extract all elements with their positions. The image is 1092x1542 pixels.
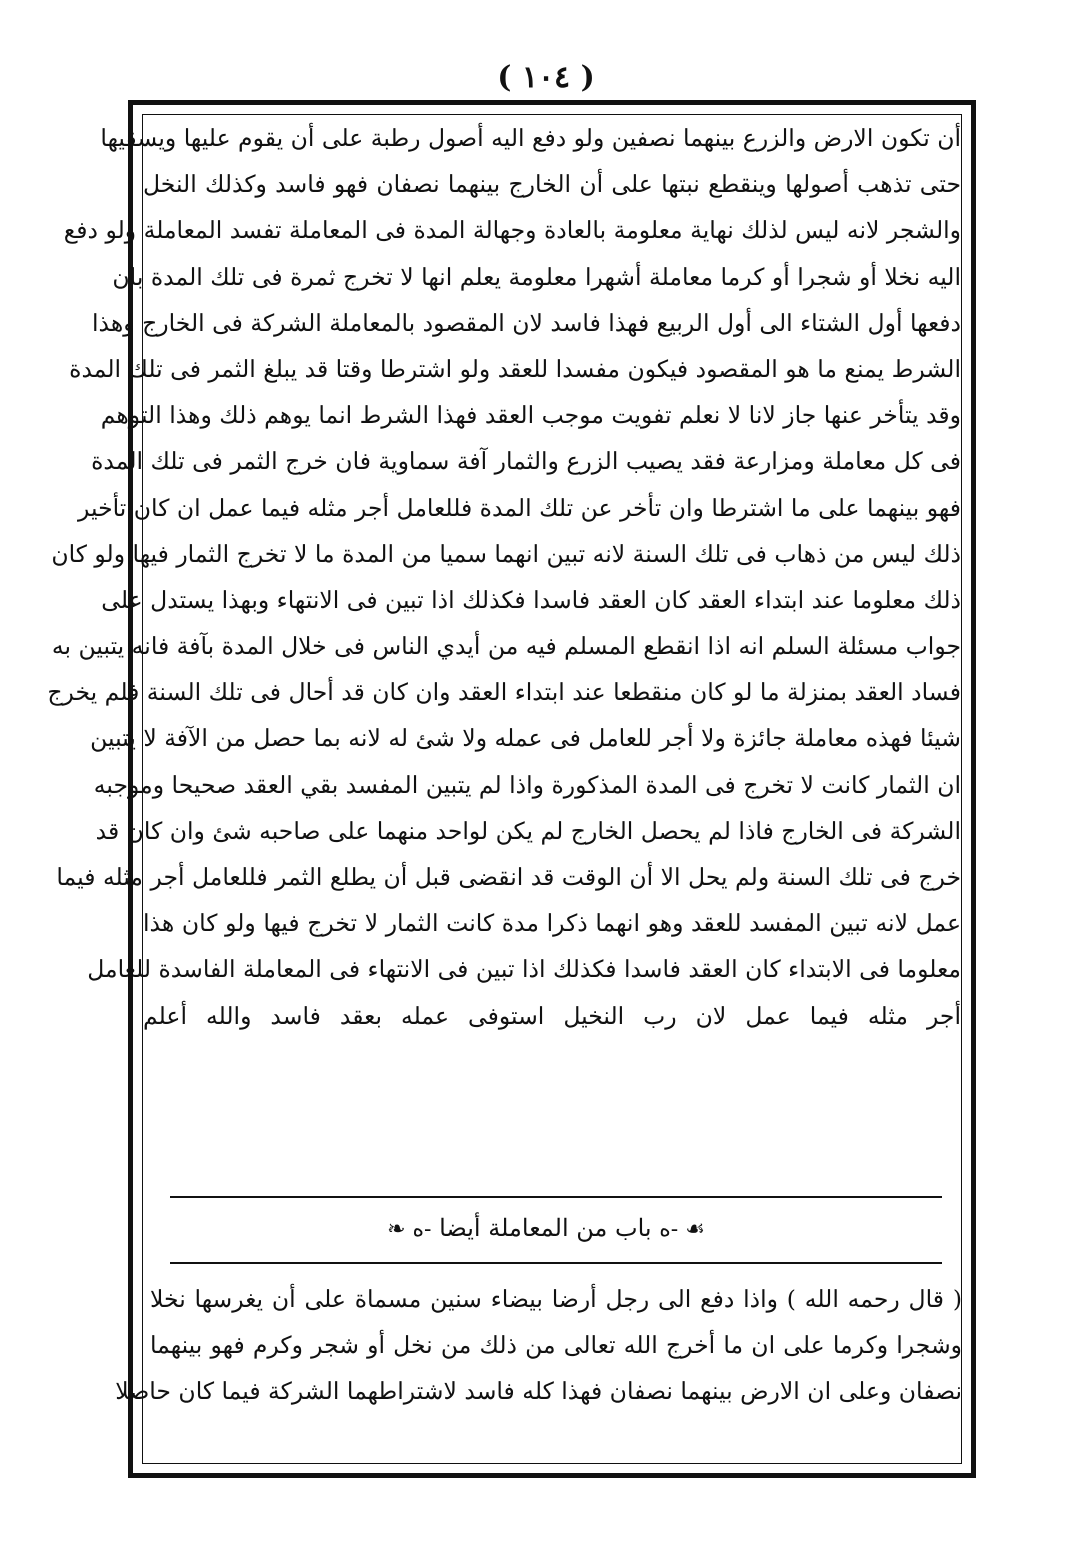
text-line: دفعها أول الشتاء الى أول الربيع فهذا فاسد لان المقصود بالمعاملة الشركة فى الخارج وهذا bbox=[92, 308, 961, 337]
section-rule-top bbox=[170, 1196, 942, 1198]
text-line: ان الثمار كانت لا تخرج فى المدة المذكورة واذا لم يتبين المفسد بقي العقد صحيحا وموجبه bbox=[93, 770, 961, 799]
section-title: باب من المعاملة أيضا bbox=[439, 1214, 652, 1242]
text-line: فهو بينهما على ما اشترطا وان تأخر عن تلك المدة فللعامل أجر مثله فيما عمل ان كان تأخير bbox=[78, 493, 961, 522]
section-heading bbox=[0, 1208, 1092, 1250]
text-line: الشركة فى الخارج فاذا لم يحصل الخارج لم يكن لواحد منهما على صاحبه شئ وان كان قد bbox=[95, 816, 961, 845]
section-text-block bbox=[115, 1276, 962, 1415]
text-line: خرج فى تلك السنة ولم يحل الا أن الوقت قد انقضى قبل أن يطلع الثمر فللعامل أجر مثله فيما bbox=[56, 863, 961, 891]
text-line: أجر مثله فيما عمل لان رب النخيل استوفى عمله بعقد فاسد والله أعلم bbox=[143, 1001, 961, 1030]
text-line: نصفان وعلى ان الارض بينهما نصفان فهذا كله فاسد لاشتراطهما الشركة فيما كان حاصلا bbox=[115, 1377, 962, 1406]
text-line: الشرط يمنع ما هو المقصود فيكون مفسدا للعقد ولو اشترطا وقتا قد يبلغ الثمر فى تلك المدة bbox=[69, 354, 961, 383]
page-frame-outer bbox=[47, 100, 976, 1478]
text-line: عمل لانه تبين المفسد للعقد وهو انهما ذكرا مدة كانت الثمار لا تخرج فيها ولو كان هذا bbox=[143, 909, 961, 938]
text-line: وشجرا وكرما على ان ما أخرج الله تعالى من ذلك من نخل أو شجر وكرم فهو بينهما bbox=[150, 1331, 962, 1360]
text-line: فساد العقد بمنزلة ما لو كان منقطعا عند ابتداء العقد وان كان قد أحال فى تلك السنة فلم يخرج bbox=[47, 678, 961, 707]
text-line: اليه نخلا أو شجرا أو كرما معاملة أشهرا معلومة يعلم انها لا تخرج ثمرة فى تلك المدة بان bbox=[112, 262, 961, 291]
ornament-right: -ه ❧ bbox=[387, 1217, 432, 1242]
text-line: حتى تذهب أصولها وينقطع نبتها على أن الخارج بينهما نصفان فهو فاسد وكذلك النخل bbox=[143, 170, 961, 199]
text-line: أن تكون الارض والزرع بينهما نصفين ولو دفع اليه أصول رطبة على أن يقوم عليها ويسقيها bbox=[100, 124, 961, 152]
text-line: ذلك معلوما عند ابتداء العقد كان العقد فاسدا فكذلك اذا تبين فى الانتهاء وبهذا يستدل على bbox=[101, 585, 961, 614]
page-number: ( ١٠٤ ) bbox=[497, 60, 595, 95]
text-line: ذلك ليس من ذهاب فى تلك السنة لانه تبين انهما سميا من المدة ما لا تخرج الثمار فيها ولو كان bbox=[51, 539, 961, 568]
main-text-block bbox=[47, 115, 961, 1039]
text-line: ( قال رحمه الله ) واذا دفع الى رجل أرضا بيضاء سنين مسماة على أن يغرسها نخلا bbox=[150, 1285, 962, 1313]
text-line: جواب مسئلة السلم انه اذا انقطع المسلم فيه من أيدي الناس فى خلال المدة بآفة فانه يتبين به bbox=[51, 632, 961, 661]
text-line: وقد يتأخر عنها جاز لانا لا نعلم تفويت موجب العقد فهذا الشرط انما يوهم ذلك وهذا التوهم bbox=[100, 401, 961, 430]
text-line: شيئا فهذه معاملة جائزة ولا أجر للعامل فى عمله ولا شئ له لانه بما حصل من الآفة لا يتبين bbox=[90, 724, 961, 753]
section-rule-bottom bbox=[170, 1262, 942, 1264]
text-line: فى كل معاملة ومزارعة فقد يصيب الزرع والثمار آفة سماوية فان خرج الثمر فى تلك المدة bbox=[91, 447, 961, 476]
text-line: معلوما فى الابتداء كان العقد فاسدا فكذلك اذا تبين فى الانتهاء فى المعاملة الفاسدة للعامل bbox=[87, 955, 961, 984]
ornament-left: ☙ -ه bbox=[659, 1217, 705, 1242]
text-line: والشجر لانه ليس لذلك نهاية معلومة بالعادة وجهالة المدة فى المعاملة تفسد المعاملة ولو دفع bbox=[63, 216, 961, 245]
